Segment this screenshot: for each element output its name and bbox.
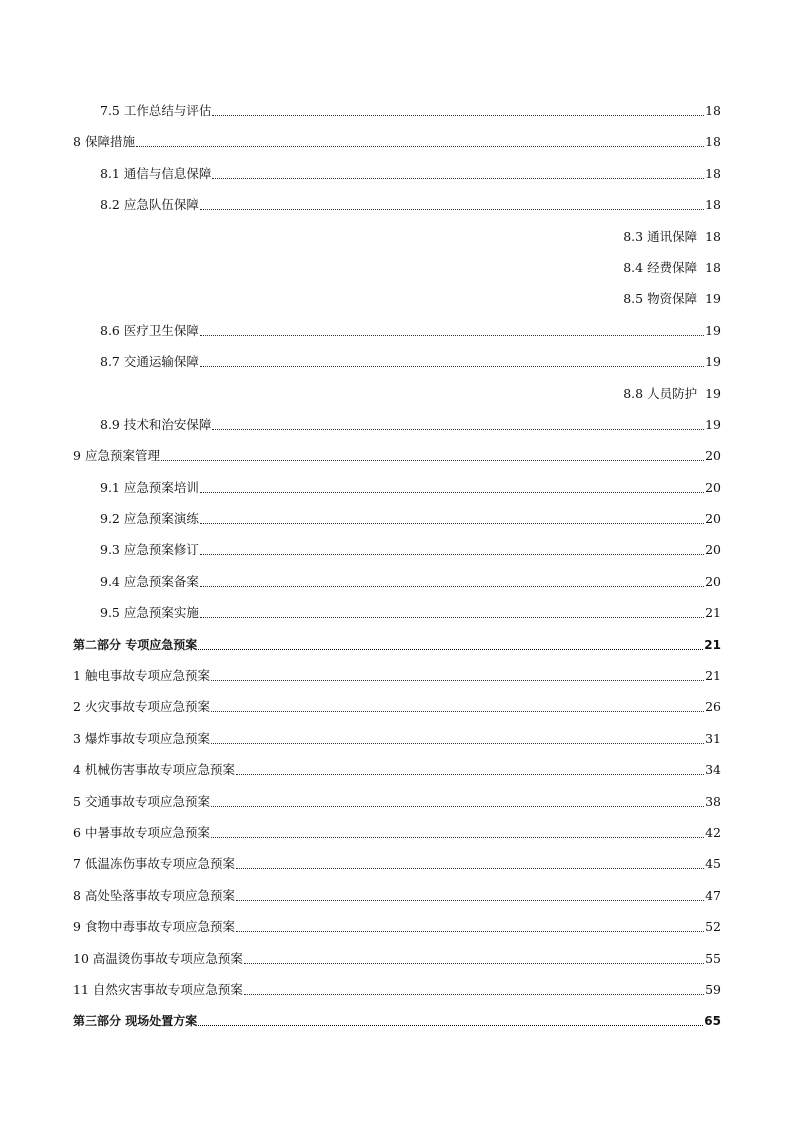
toc-entry-text: 爆炸事故专项应急预案 xyxy=(84,730,210,746)
toc-entry-number: 1 xyxy=(73,668,81,684)
dot-leader xyxy=(211,679,704,681)
toc-entry-title xyxy=(73,636,197,654)
toc-entry-number: 第三部分 xyxy=(73,1014,122,1029)
toc-entry-text: 触电事故专项应急预案 xyxy=(84,668,210,684)
dot-leader xyxy=(212,428,704,430)
toc-entry-text: 经费保障 xyxy=(647,259,698,275)
toc-entry-number: 8.7 xyxy=(100,354,120,370)
toc-entry-title xyxy=(73,102,211,120)
toc-entry-text: 应急预案演练 xyxy=(123,511,199,527)
dot-leader xyxy=(244,962,704,964)
toc-entry-text: 机械伤害事故专项应急预案 xyxy=(84,762,235,778)
toc-entry-title xyxy=(73,698,210,716)
toc-entry-text: 应急预案备案 xyxy=(123,573,199,589)
toc-page-number: 18 xyxy=(705,259,721,275)
toc-entry[interactable] xyxy=(73,905,721,936)
toc-entry-text: 医疗卫生保障 xyxy=(123,322,199,338)
dot-leader xyxy=(212,177,704,179)
toc-entry-title xyxy=(73,447,160,465)
toc-entry[interactable] xyxy=(73,999,721,1030)
toc-entry-number: 4 xyxy=(73,762,81,778)
toc-entry-number: 9.2 xyxy=(100,511,120,527)
toc-entry-number: 11 xyxy=(73,981,89,997)
toc-page-number: 19 xyxy=(705,322,721,338)
dot-leader xyxy=(198,648,703,650)
toc-page-number: 59 xyxy=(705,981,721,997)
toc-entry-number: 8.4 xyxy=(623,259,644,275)
toc-entry-text: 自然灾害事故专项应急预案 xyxy=(92,981,243,997)
toc-entry[interactable] xyxy=(73,528,721,559)
toc-entry[interactable] xyxy=(73,685,721,716)
toc-entry[interactable] xyxy=(73,120,721,151)
toc-page-number: 20 xyxy=(705,542,721,558)
dot-leader xyxy=(161,459,704,461)
toc-entry-number: 9.4 xyxy=(100,573,120,589)
toc-entry-text: 应急预案管理 xyxy=(84,448,160,464)
dot-leader xyxy=(200,522,704,524)
dot-leader xyxy=(200,585,704,587)
dot-leader xyxy=(211,805,704,807)
toc-entry-number: 9.1 xyxy=(100,479,120,495)
toc-entry-text: 食物中毒事故专项应急预案 xyxy=(84,919,235,935)
toc-entry-text: 工作总结与评估 xyxy=(123,103,212,118)
toc-entry-number: 9.5 xyxy=(100,605,120,621)
toc-entry-title xyxy=(73,824,210,842)
toc-entry[interactable] xyxy=(73,246,721,277)
toc-page-number: 21 xyxy=(704,637,721,652)
toc-entry-number: 10 xyxy=(73,950,89,966)
toc-entry-text: 通讯保障 xyxy=(647,228,698,244)
dot-leader xyxy=(200,553,704,555)
toc-entry-title xyxy=(73,510,199,528)
toc-entry-number: 7.5 xyxy=(100,103,120,118)
toc-entry-text: 现场处置方案 xyxy=(125,1014,198,1029)
toc-entry-number: 9.3 xyxy=(100,542,120,558)
toc-entry-text: 交通事故专项应急预案 xyxy=(84,793,210,809)
toc-entry[interactable] xyxy=(73,308,721,339)
toc-entry[interactable] xyxy=(73,968,721,999)
toc-entry[interactable] xyxy=(73,277,721,308)
toc-entry-title xyxy=(73,855,235,873)
toc-entry-title xyxy=(73,950,243,968)
toc-entry-text: 交通运输保障 xyxy=(123,354,199,370)
toc-page-number: 52 xyxy=(705,919,721,935)
dot-leader xyxy=(200,491,704,493)
dot-leader xyxy=(200,616,704,618)
toc-entry[interactable] xyxy=(73,936,721,967)
toc-entry-title xyxy=(623,290,697,308)
toc-entry-number: 2 xyxy=(73,699,81,715)
toc-entry-number: 8.8 xyxy=(623,385,644,401)
toc-entry-number: 7 xyxy=(73,856,81,872)
toc-entry-text: 人员防护 xyxy=(647,385,698,401)
toc-page-number: 47 xyxy=(705,887,721,903)
toc-entry-title xyxy=(73,541,199,559)
toc-entry-text: 通信与信息保障 xyxy=(123,165,212,181)
toc-entry-text: 物资保障 xyxy=(647,291,698,307)
toc-entry[interactable] xyxy=(73,559,721,590)
dot-leader xyxy=(211,836,704,838)
toc-page-number: 45 xyxy=(705,856,721,872)
toc-entry[interactable] xyxy=(73,371,721,402)
toc-page-number: 19 xyxy=(705,354,721,370)
toc-entry-text: 火灾事故专项应急预案 xyxy=(84,699,210,715)
toc-entry[interactable] xyxy=(73,748,721,779)
dot-leader xyxy=(136,145,704,147)
toc-page-number: 19 xyxy=(705,385,721,401)
toc-page-number: 18 xyxy=(705,134,721,150)
toc-page-number: 18 xyxy=(705,197,721,213)
table-of-contents xyxy=(73,97,721,1030)
toc-entry[interactable] xyxy=(73,716,721,747)
toc-entry-title xyxy=(623,259,697,277)
toc-page-number: 19 xyxy=(705,291,721,307)
toc-entry[interactable] xyxy=(73,340,721,371)
toc-entry-title xyxy=(73,667,210,685)
toc-page-number: 20 xyxy=(705,573,721,589)
toc-page-number: 31 xyxy=(705,730,721,746)
toc-entry-title xyxy=(623,385,697,403)
toc-page-number: 55 xyxy=(705,950,721,966)
toc-entry-title xyxy=(73,133,135,151)
toc-entry-number: 5 xyxy=(73,793,81,809)
toc-entry-title xyxy=(73,604,199,622)
toc-entry-number: 3 xyxy=(73,730,81,746)
toc-entry-text: 应急队伍保障 xyxy=(123,197,199,213)
dot-leader xyxy=(236,899,704,901)
toc-entry-number: 8.6 xyxy=(100,322,120,338)
toc-entry-title xyxy=(73,761,235,779)
dot-leader xyxy=(198,1024,703,1026)
toc-page-number: 20 xyxy=(705,448,721,464)
toc-page-number: 18 xyxy=(705,103,721,118)
toc-entry-number: 8.3 xyxy=(623,228,644,244)
toc-entry-title xyxy=(73,322,199,340)
toc-entry-number: 9 xyxy=(73,919,81,935)
toc-page-number: 38 xyxy=(705,793,721,809)
toc-entry-number: 第二部分 xyxy=(73,637,122,652)
toc-page-number: 42 xyxy=(705,824,721,840)
toc-entry-title xyxy=(73,981,243,999)
toc-entry-number: 8.2 xyxy=(100,197,120,213)
toc-page-number: 18 xyxy=(705,165,721,181)
toc-entry-text: 保障措施 xyxy=(84,134,135,150)
toc-entry-title xyxy=(73,196,199,214)
toc-entry-title xyxy=(73,918,235,936)
toc-page-number: 20 xyxy=(705,511,721,527)
toc-entry[interactable] xyxy=(73,842,721,873)
toc-entry-title xyxy=(73,887,235,905)
toc-entry[interactable] xyxy=(73,151,721,182)
toc-entry-title xyxy=(73,1012,197,1030)
toc-entry-number: 9 xyxy=(73,448,81,464)
toc-entry[interactable] xyxy=(73,622,721,653)
toc-entry[interactable] xyxy=(73,591,721,622)
toc-entry-title xyxy=(73,479,199,497)
toc-entry-title xyxy=(73,165,211,183)
toc-entry[interactable] xyxy=(73,403,721,434)
toc-page-number: 65 xyxy=(704,1014,721,1029)
toc-entry-number: 6 xyxy=(73,824,81,840)
toc-entry-title xyxy=(73,573,199,591)
dot-leader xyxy=(200,208,704,210)
toc-entry[interactable] xyxy=(73,811,721,842)
toc-entry-title xyxy=(73,353,199,371)
dot-leader xyxy=(236,930,704,932)
toc-entry-number: 8.5 xyxy=(623,291,644,307)
toc-entry-text: 技术和治安保障 xyxy=(123,416,212,432)
toc-entry[interactable] xyxy=(73,465,721,496)
toc-entry-title xyxy=(623,228,697,246)
toc-page-number: 21 xyxy=(705,605,721,621)
toc-entry-text: 专项应急预案 xyxy=(125,637,198,652)
dot-leader xyxy=(200,334,704,336)
toc-entry-title xyxy=(73,730,210,748)
toc-entry[interactable] xyxy=(73,214,721,245)
toc-entry-text: 应急预案培训 xyxy=(123,479,199,495)
dot-leader xyxy=(211,710,704,712)
toc-entry-number: 8 xyxy=(73,134,81,150)
toc-entry-number: 8.1 xyxy=(100,165,120,181)
toc-entry-title xyxy=(73,416,211,434)
toc-page-number: 34 xyxy=(705,762,721,778)
toc-entry-text: 中暑事故专项应急预案 xyxy=(84,824,210,840)
toc-page-number: 20 xyxy=(705,479,721,495)
toc-entry[interactable] xyxy=(73,497,721,528)
toc-entry-number: 8.9 xyxy=(100,416,120,432)
toc-entry[interactable] xyxy=(73,654,721,685)
dot-leader xyxy=(212,114,704,116)
toc-entry-text: 高处坠落事故专项应急预案 xyxy=(84,887,235,903)
toc-entry[interactable] xyxy=(73,97,721,120)
dot-leader xyxy=(236,773,704,775)
toc-entry-text: 应急预案实施 xyxy=(123,605,199,621)
toc-page-number: 19 xyxy=(705,416,721,432)
dot-leader xyxy=(244,993,704,995)
toc-entry[interactable] xyxy=(73,434,721,465)
toc-entry[interactable] xyxy=(73,873,721,904)
toc-page-number: 18 xyxy=(705,228,721,244)
toc-page-number: 21 xyxy=(705,668,721,684)
toc-entry[interactable] xyxy=(73,183,721,214)
toc-entry-text: 高温烫伤事故专项应急预案 xyxy=(92,950,243,966)
toc-entry-text: 低温冻伤事故专项应急预案 xyxy=(84,856,235,872)
dot-leader xyxy=(211,742,704,744)
toc-entry-number: 8 xyxy=(73,887,81,903)
toc-entry-text: 应急预案修订 xyxy=(123,542,199,558)
dot-leader xyxy=(200,365,704,367)
toc-entry[interactable] xyxy=(73,779,721,810)
dot-leader xyxy=(236,867,704,869)
toc-page-number: 26 xyxy=(705,699,721,715)
toc-entry-title xyxy=(73,793,210,811)
